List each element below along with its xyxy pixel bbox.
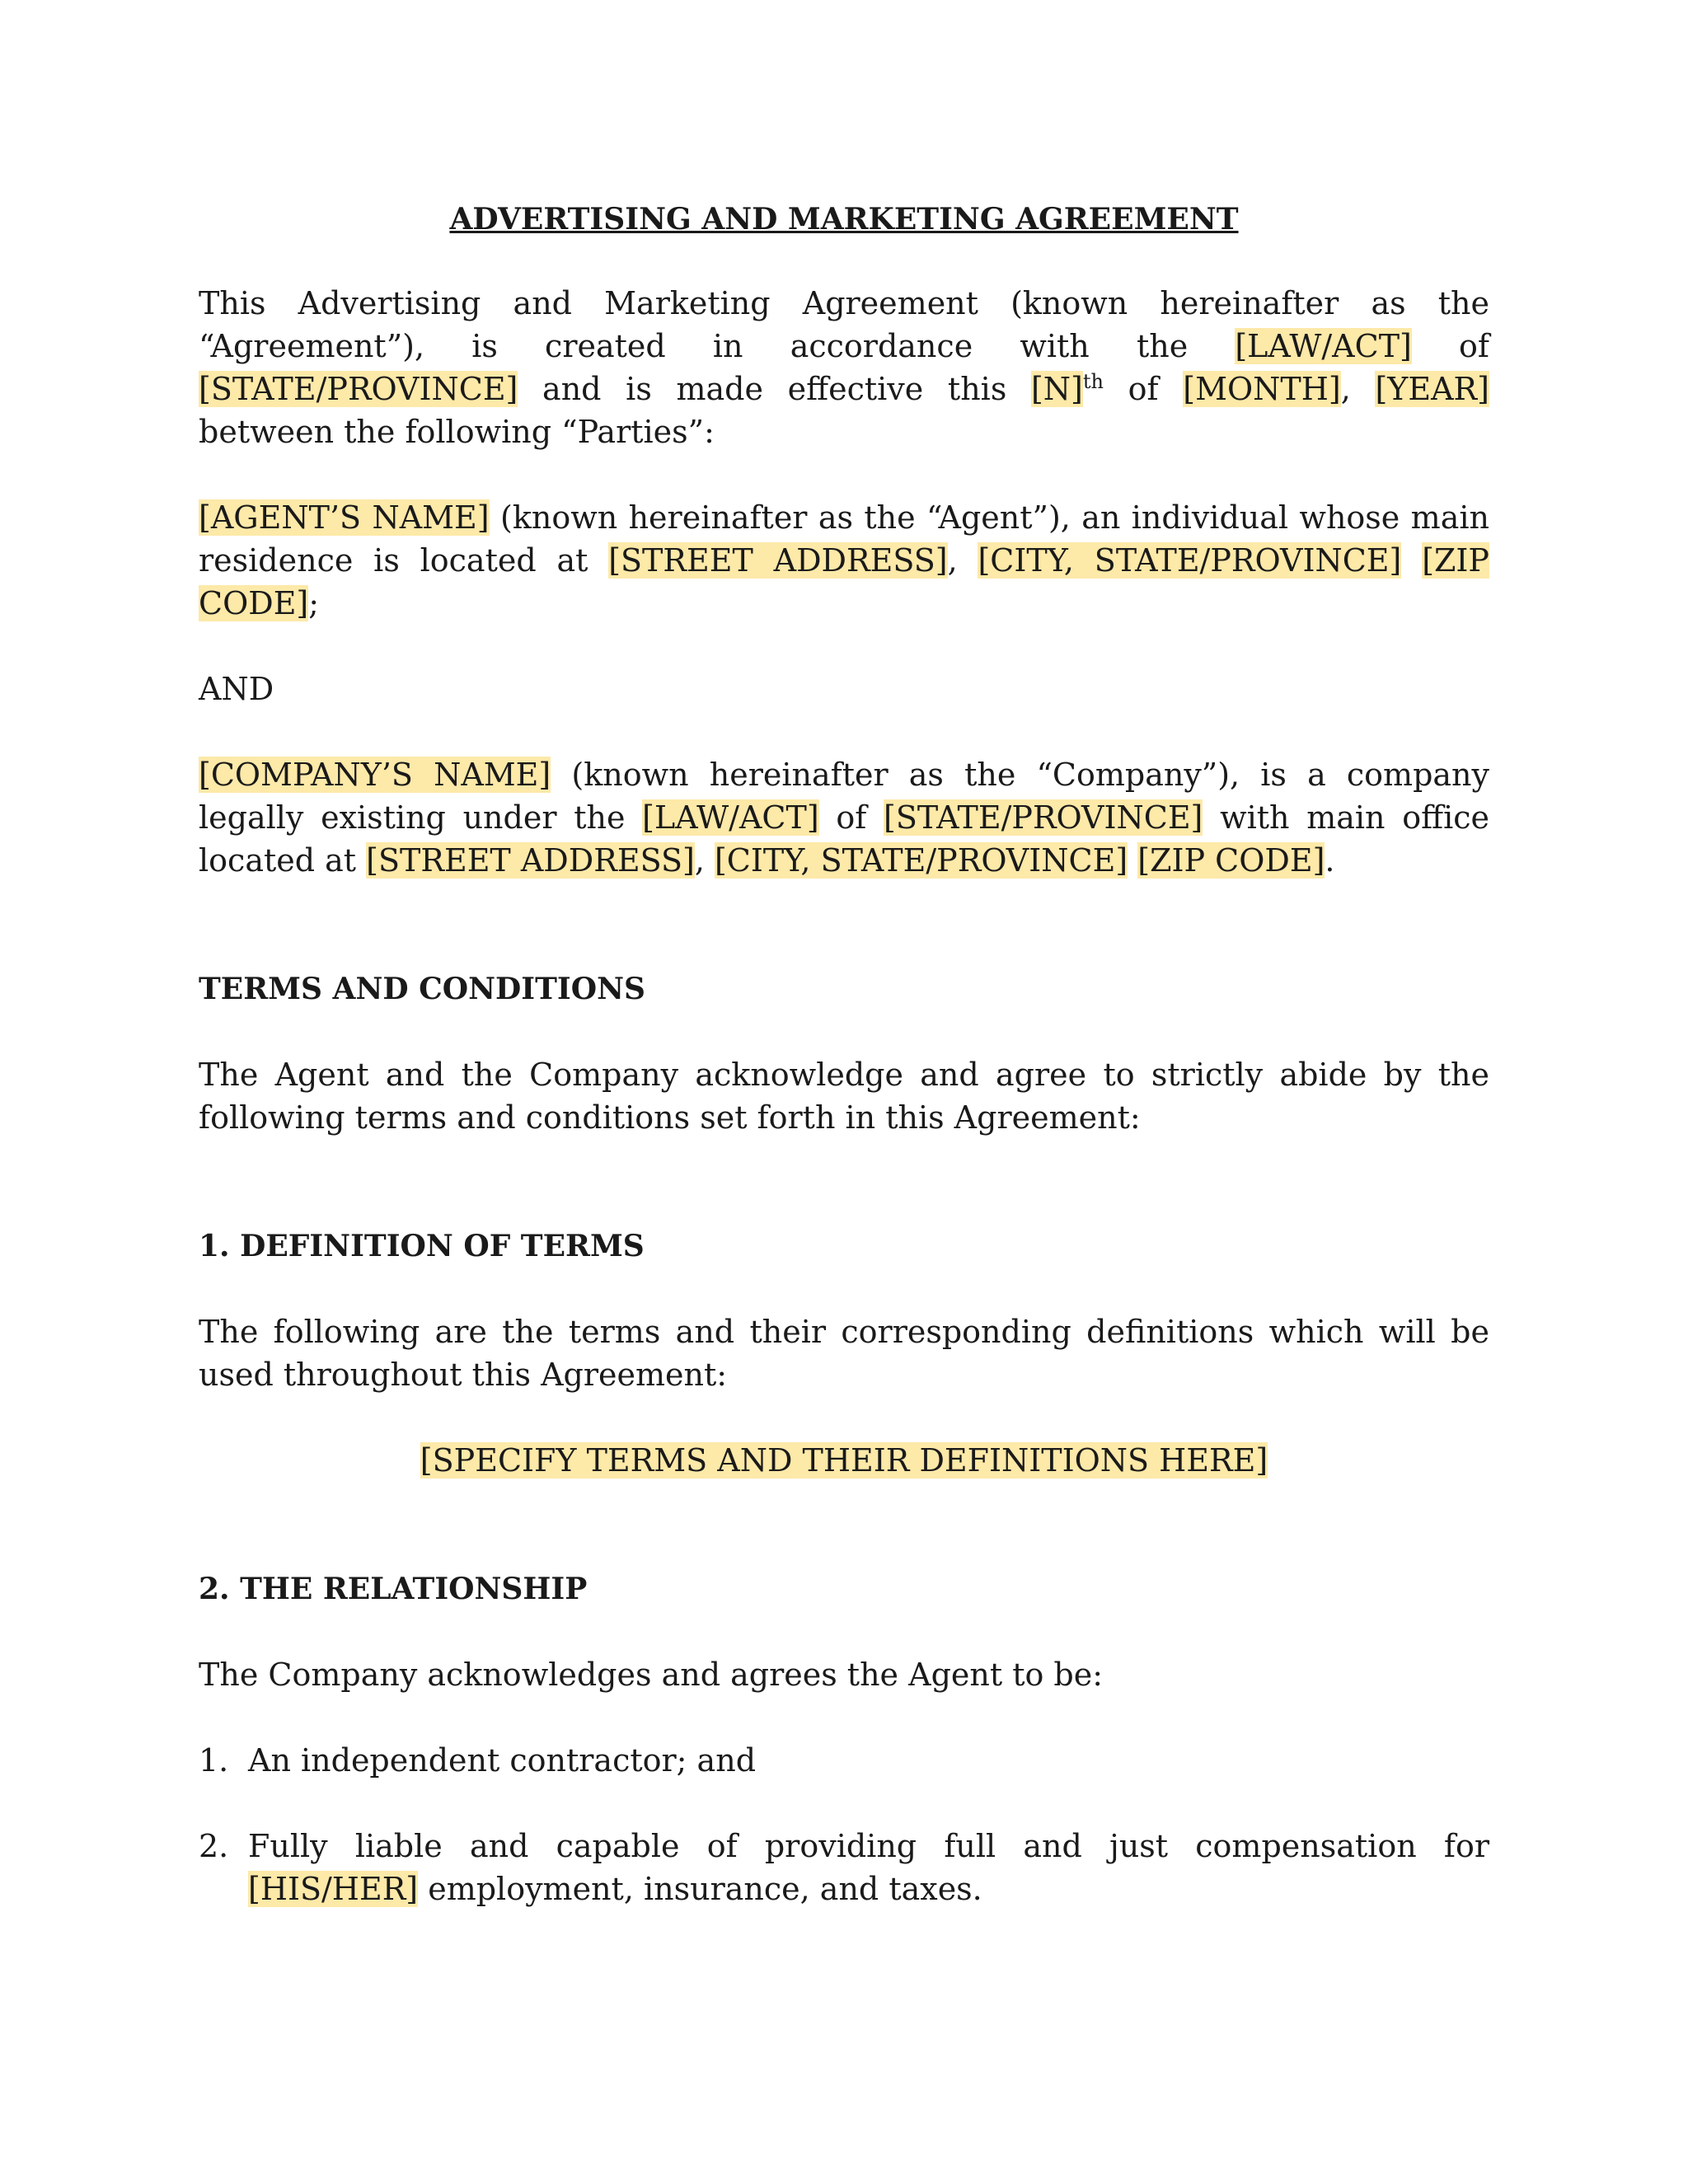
company-text: , — [694, 842, 715, 879]
company-text — [1128, 842, 1137, 879]
company-text: of — [818, 799, 884, 836]
placeholder-agent-city[interactable]: [CITY, STATE/PROVINCE] — [978, 542, 1402, 579]
placeholder-company-city[interactable]: [CITY, STATE/PROVINCE] — [714, 842, 1128, 879]
intro-text: This Advertising and Marketing Agreement (known hereinafter as the “Agreement”), is created in accordance with the — [199, 285, 1489, 364]
company-paragraph — [199, 753, 1489, 882]
agent-text: , — [947, 542, 978, 579]
section2-body: The Company acknowledges and agrees the Agent to be: — [199, 1657, 1104, 1693]
placeholder-state[interactable]: [STATE/PROVINCE] — [199, 371, 518, 407]
intro-text: and is made effective this — [518, 371, 1031, 407]
placeholder-his-her[interactable]: [HIS/HER] — [248, 1871, 419, 1907]
placeholder-year[interactable]: [YEAR] — [1375, 371, 1489, 407]
placeholder-company-state[interactable]: [STATE/PROVINCE] — [884, 799, 1203, 836]
placeholder-agent-zip[interactable]: [ZIP CODE] — [199, 542, 1489, 621]
document-page — [199, 198, 1489, 1910]
company-text: (known hereinafter as the “Company”), is a company legally existing under the — [199, 757, 1489, 836]
terms-body: The Agent and the Company acknowledge and agree to strictly abide by the following terms and conditions set forth in this Agreement: — [199, 1057, 1489, 1136]
placeholder-day[interactable]: [N] — [1030, 371, 1083, 407]
placeholder-agent-street[interactable]: [STREET ADDRESS] — [608, 542, 948, 579]
section1-body: The following are the terms and their corresponding definitions which will be used throughout this Agreement: — [199, 1314, 1489, 1393]
list-number: 2. — [199, 1828, 229, 1864]
placeholder-definitions[interactable]: [SPECIFY TERMS AND THEIR DEFINITIONS HERE] — [420, 1442, 1268, 1479]
intro-text: of — [1104, 371, 1184, 407]
placeholder-company-name[interactable]: [COMPANY’S NAME] — [199, 757, 551, 793]
section1-heading: 1. DEFINITION OF TERMS — [199, 1229, 645, 1263]
intro-text: , — [1340, 371, 1376, 407]
section1-placeholder-line — [199, 1439, 1489, 1482]
section2-heading: 2. THE RELATIONSHIP — [199, 1572, 588, 1606]
list-number: 1. — [199, 1742, 229, 1779]
terms-heading: TERMS AND CONDITIONS — [199, 972, 645, 1006]
list-text-part: Fully liable and capable of providing full and just compensation for — [248, 1828, 1489, 1864]
agent-text: ; — [308, 585, 320, 621]
list-item — [199, 1739, 1489, 1782]
intro-paragraph — [199, 282, 1489, 453]
and-separator: AND — [199, 671, 274, 707]
intro-text: between the following “Parties”: — [199, 414, 715, 450]
company-text: with main office located at — [199, 799, 1490, 879]
agent-text: (known hereinafter as the “Agent”), an individual whose main residence is located at — [199, 499, 1489, 579]
document-title: ADVERTISING AND MARKETING AGREEMENT — [449, 202, 1239, 237]
list-text: An independent contractor; and — [248, 1742, 757, 1779]
company-text: . — [1325, 842, 1335, 879]
placeholder-law-act[interactable]: [LAW/ACT] — [1235, 328, 1412, 364]
placeholder-company-law-act[interactable]: [LAW/ACT] — [642, 799, 819, 836]
list-text — [248, 1825, 1489, 1910]
intro-text: of — [1411, 328, 1489, 364]
ordinal-suffix: th — [1082, 370, 1104, 393]
placeholder-agent-name[interactable]: [AGENT’S NAME] — [199, 499, 490, 536]
agent-paragraph — [199, 496, 1489, 625]
placeholder-company-zip[interactable]: [ZIP CODE] — [1137, 842, 1325, 879]
placeholder-company-street[interactable]: [STREET ADDRESS] — [366, 842, 695, 879]
placeholder-month[interactable]: [MONTH] — [1183, 371, 1341, 407]
list-text-part: employment, insurance, and taxes. — [418, 1871, 982, 1907]
agent-text — [1401, 542, 1422, 579]
list-item — [199, 1825, 1489, 1910]
